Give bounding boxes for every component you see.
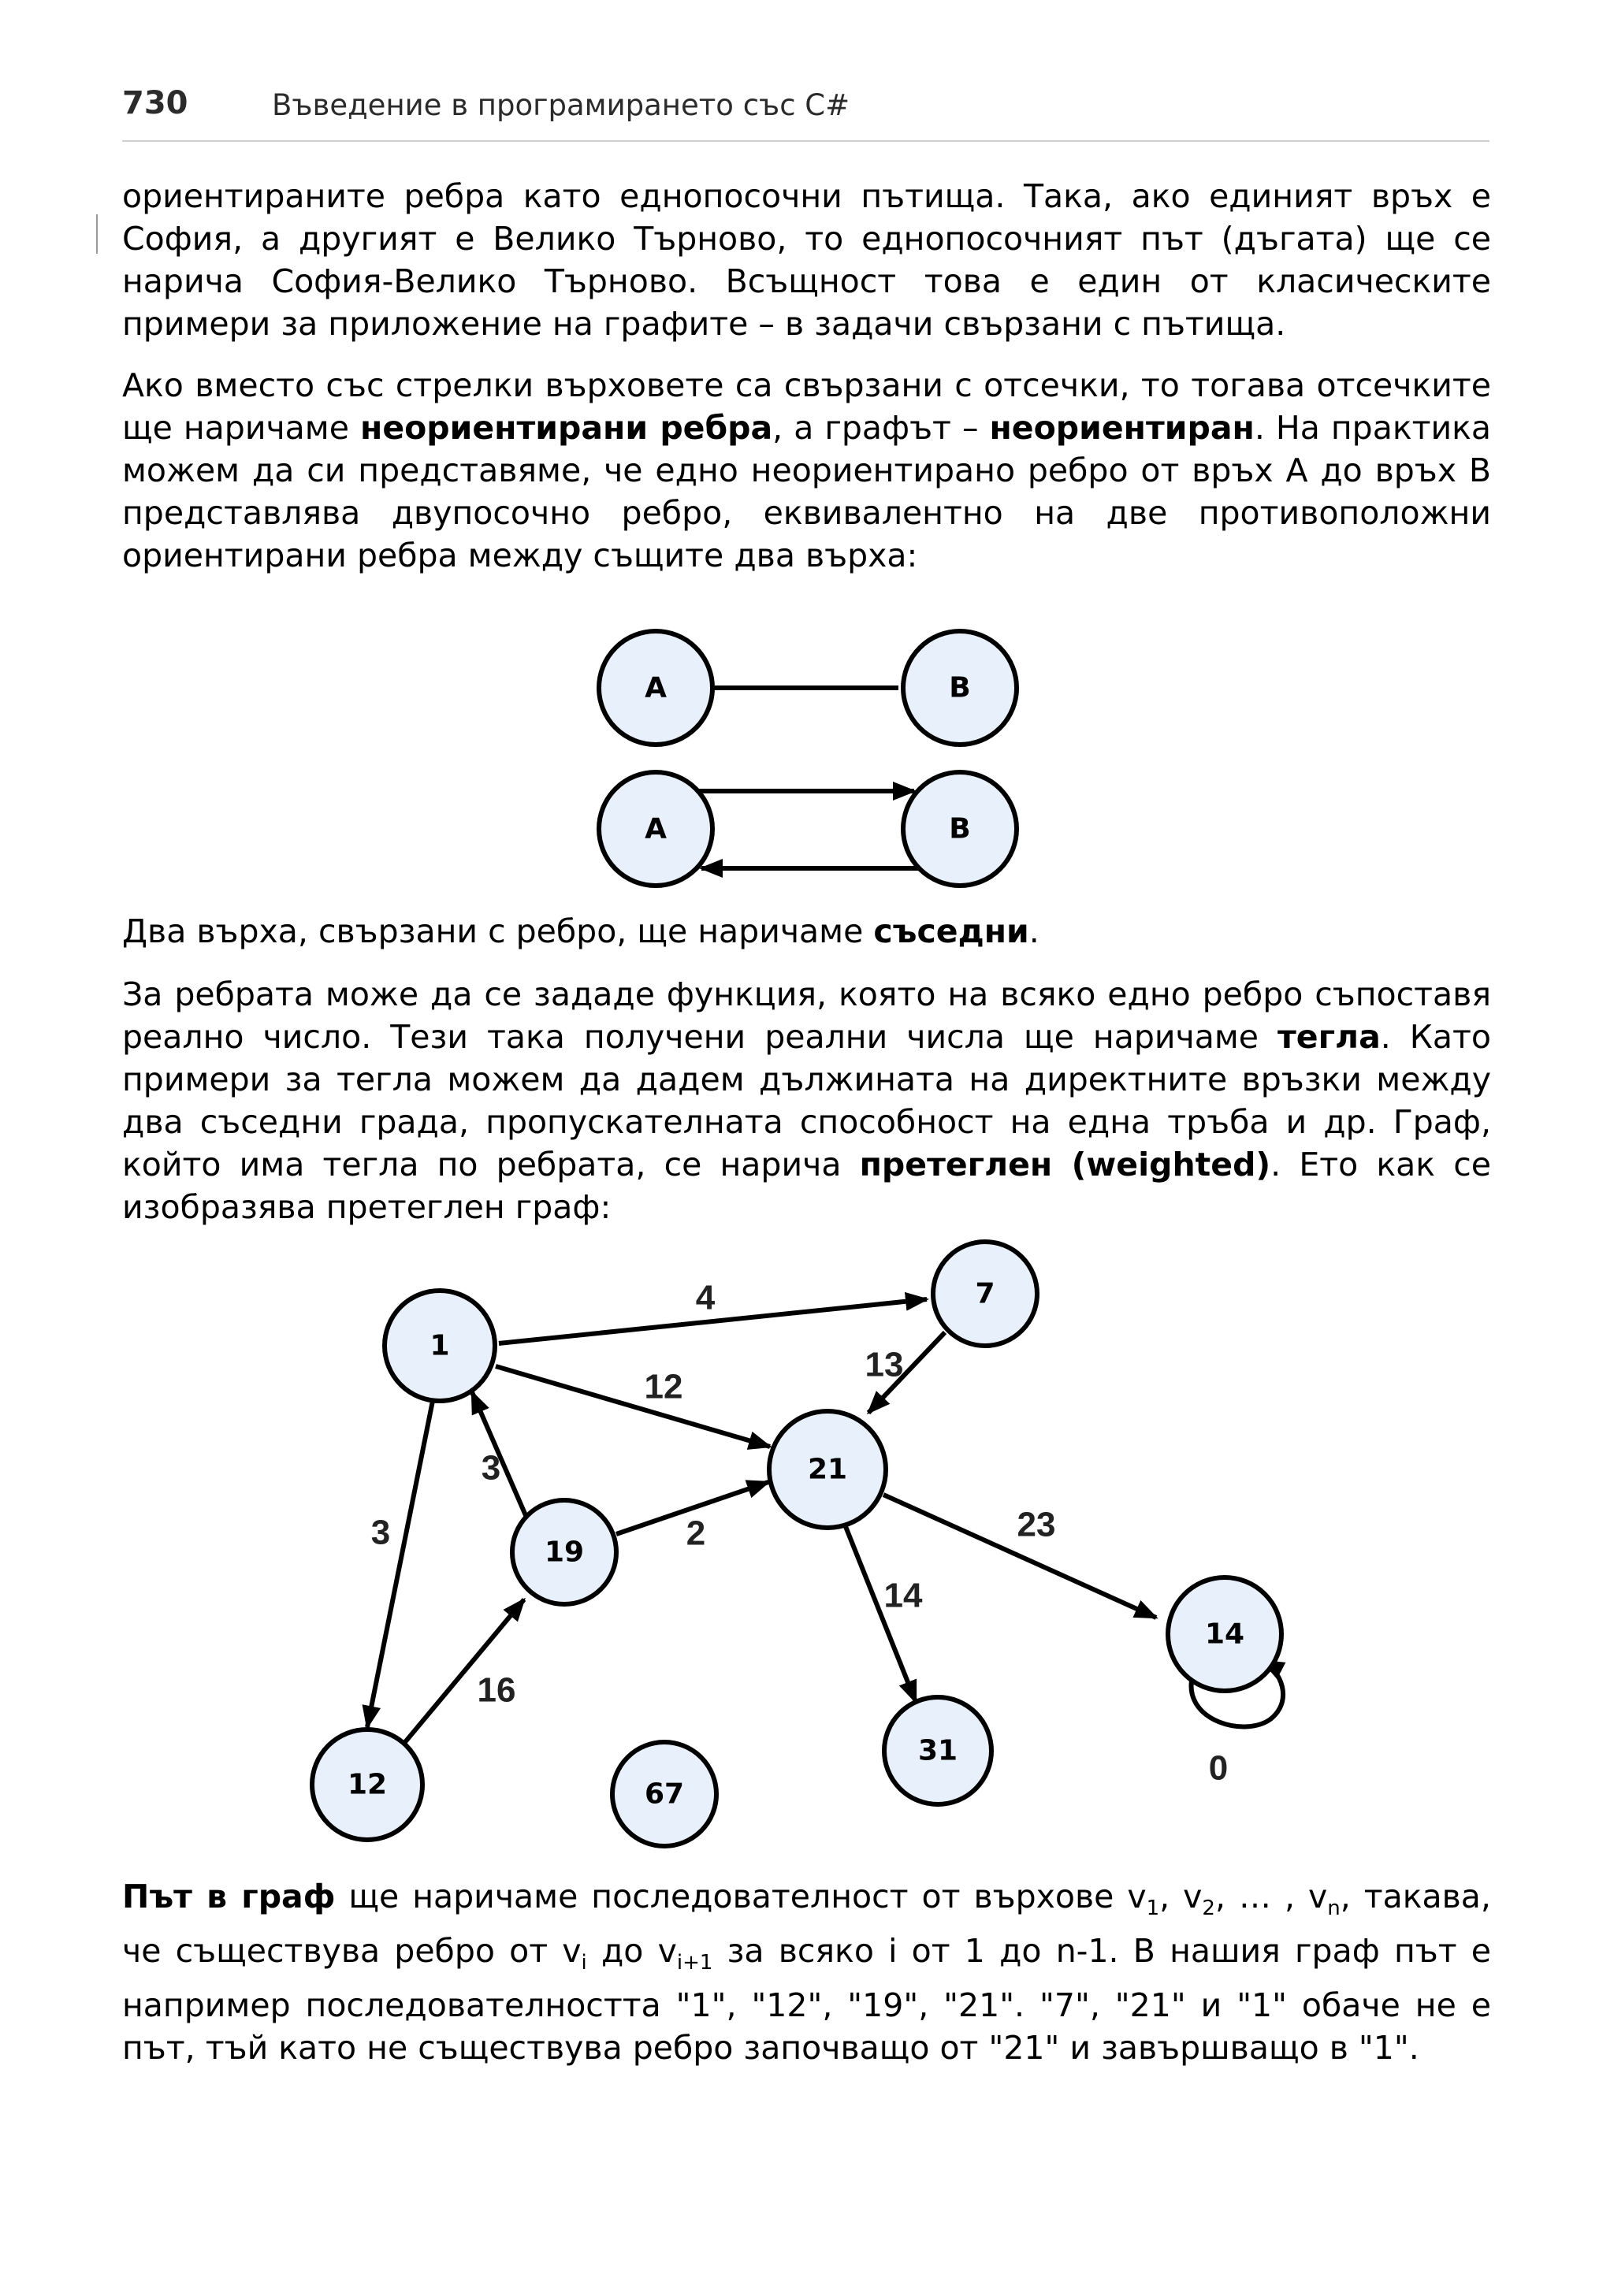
node-12 [312,1729,422,1840]
node-a-bottom [599,772,712,886]
svg-text:7: 7 [975,1277,995,1310]
weighted-graph-diagram [299,1229,1340,1867]
paragraph-directed-edges: ориентираните ребра като еднопосочни пътища. Така, ако единият връх е София, а другият е Велико Търново, то еднопосочният път (дъгата) ще се нарича София-Велико Търново. Всъщност това е един от класическите примери за приложение на графите – в задачи свързани с пътища. [122,177,1491,343]
weight-19-21: 2 [686,1514,706,1553]
weight-1-12: 3 [370,1513,391,1552]
weight-19-1: 3 [481,1448,501,1488]
paragraph-weights: За ребрата може да се зададе функция, която на всяко едно ребро съпоставя реално число. Тези така получени реални числа ще наричаме тегла. Като примери за тегла можем да дадем дължината на директните връзки между два съседни града, пропускателната способност на една тръба и др. Граф, който има тегла по ребрата, се нарича претеглен (weighted). Ето как се изобразява претеглен граф: [122,975,1491,1226]
node-31 [884,1697,991,1804]
margin-change-bar [96,214,98,254]
svg-text:31: 31 [917,1734,958,1767]
edge-1-21 [496,1366,770,1447]
node-67 [612,1742,716,1846]
node-7 [933,1242,1037,1346]
svg-text:19: 19 [544,1536,585,1569]
edge-1-12 [367,1401,433,1727]
page-header [122,85,1489,142]
node-1 [385,1291,495,1401]
node-19 [512,1500,616,1604]
svg-text:A: A [645,671,667,704]
undirected-vs-directed-diagram [583,622,1025,890]
node-b-bottom [903,772,1017,886]
weight-21-14: 23 [1017,1505,1056,1544]
svg-text:14: 14 [1204,1618,1245,1651]
weight-14-14: 0 [1208,1748,1229,1788]
weight-7-21: 13 [865,1345,904,1384]
svg-text:B: B [949,812,971,845]
weight-21-31: 14 [883,1576,923,1615]
svg-text:12: 12 [347,1768,388,1801]
svg-text:21: 21 [807,1453,848,1486]
svg-text:1: 1 [430,1329,450,1362]
svg-text:A: A [645,812,667,845]
page-number: 730 [122,85,188,121]
weight-1-21: 12 [644,1367,683,1406]
paragraph-path-definition: Път в граф ще наричаме последователност от върхове $v_1$, $v_2$, … , $v_n$, такава, че съществува ребро от $v_i$ до $v_{i+1}$ за всяко i от 1 до n-1. В нашия граф път е например последователността "1", "12", "19", "21". "7", "21" и "1" обаче не е път, тъй като не съществува ребро започващо от "21" и завършващо в "1". [122,1878,1492,2068]
paragraph-undirected-edges: Ако вместо със стрелки върховете са свързани с отсечки, то тогава отсечките ще наричаме неориентирани ребра, а графът – неориентиран. На практика можем да си представяме, че едно неориентирано ребро от връх A до връх B представлява двупосочно ребро, еквивалентно на две противоположни ориентирани ребра между същите два върха: [122,366,1492,574]
book-title: Въведение в програмирането със C# [272,88,850,122]
weight-1-7: 4 [695,1278,716,1317]
weight-12-19: 16 [477,1670,516,1710]
svg-text:B: B [949,671,971,704]
node-a-top [599,631,712,745]
svg-text:67: 67 [644,1778,685,1811]
paragraph-adjacent: Два върха, свързани с ребро, ще наричаме съседни. [122,912,1039,950]
node-b-top [903,631,1017,745]
node-14 [1168,1577,1281,1691]
node-21 [769,1411,886,1528]
